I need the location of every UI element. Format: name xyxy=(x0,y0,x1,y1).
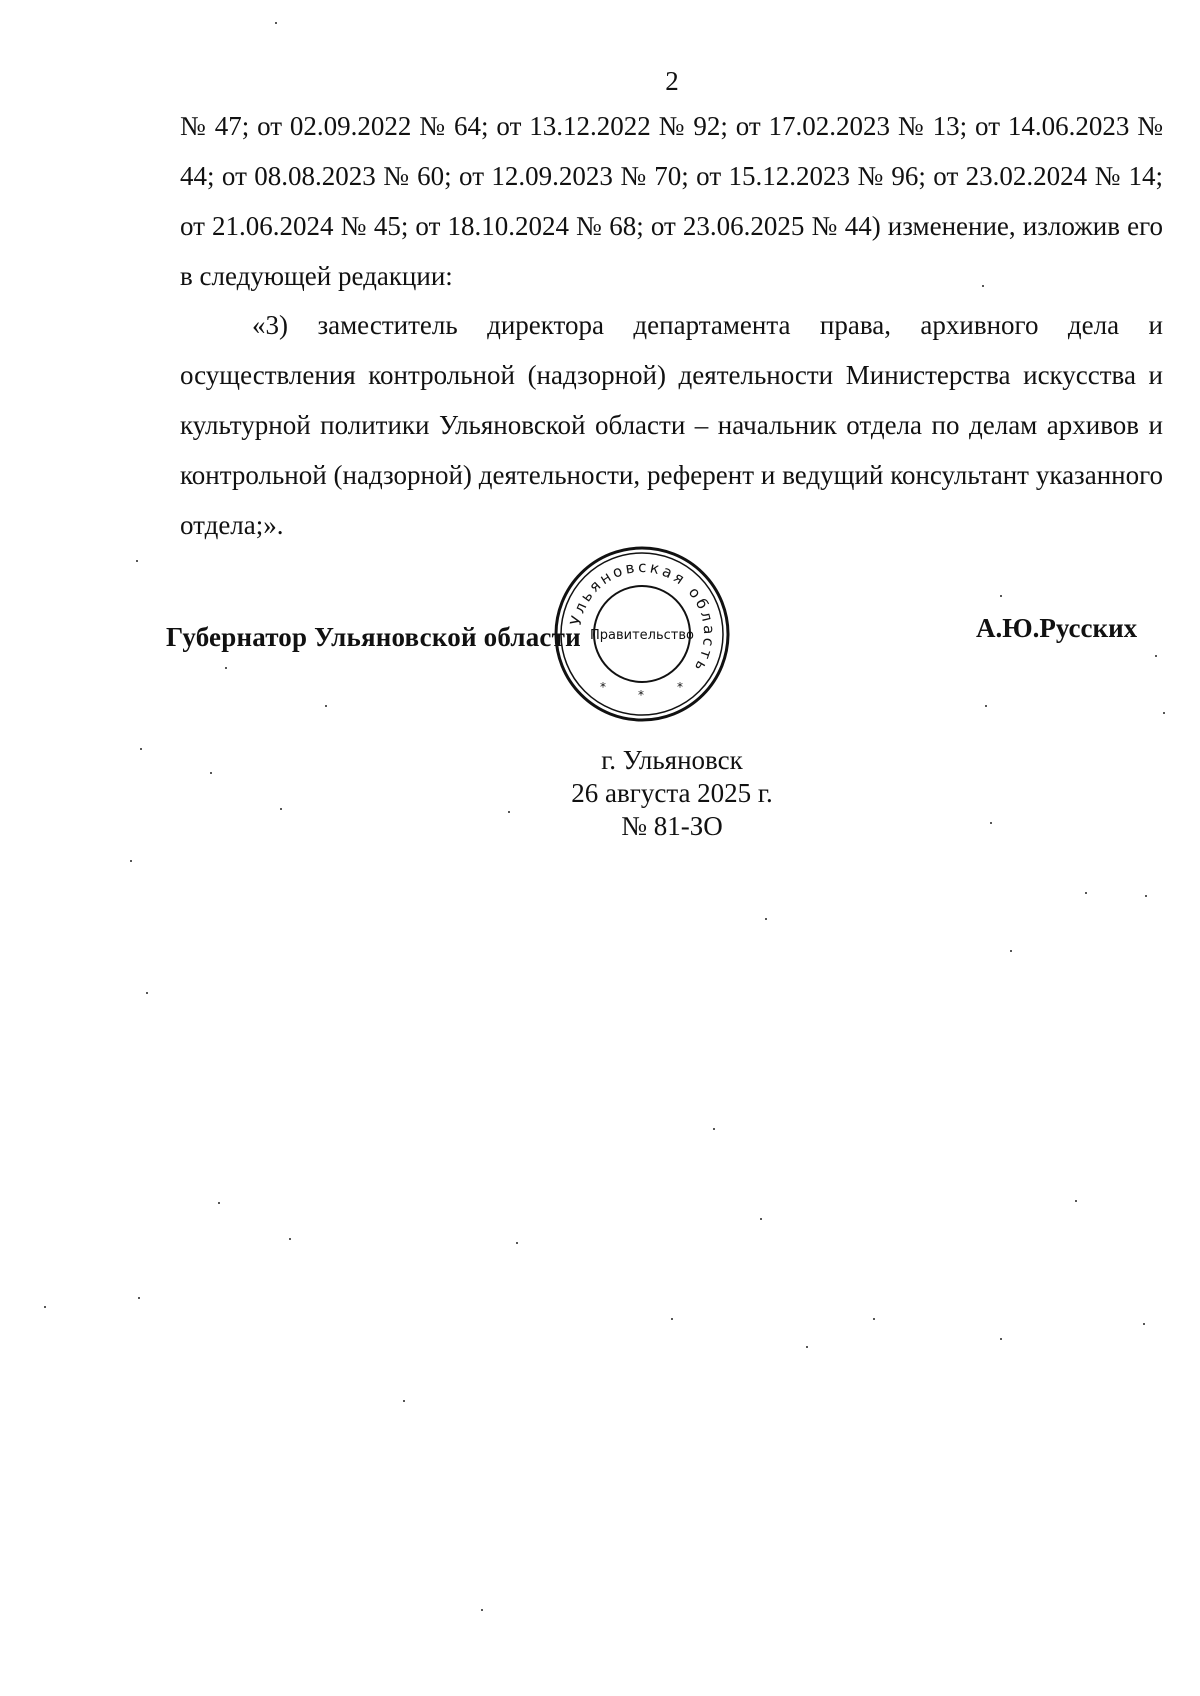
scan-speck xyxy=(210,772,212,774)
signatory-name: А.Ю.Русских xyxy=(976,613,1138,643)
paragraph-new-wording xyxy=(180,300,1163,550)
scan-speck xyxy=(146,992,148,994)
scan-speck xyxy=(985,705,987,707)
scan-speck xyxy=(289,1238,291,1240)
seal-center-text: Правительство xyxy=(590,628,694,643)
page-number: 2 xyxy=(665,66,679,96)
scan-speck xyxy=(130,860,132,862)
scan-speck xyxy=(44,1306,46,1308)
scan-speck xyxy=(671,1318,673,1320)
seal-ring-text xyxy=(567,558,719,677)
scan-speck xyxy=(136,560,138,562)
scan-speck xyxy=(1010,950,1012,952)
scan-speck xyxy=(325,705,327,707)
scan-speck xyxy=(275,22,277,24)
scan-speck xyxy=(1000,595,1002,597)
scan-speck xyxy=(508,811,510,813)
scan-speck xyxy=(403,1400,405,1402)
scan-speck xyxy=(1163,712,1165,714)
scan-speck xyxy=(1000,1338,1002,1340)
scan-speck xyxy=(1085,892,1087,894)
scan-speck xyxy=(218,1202,220,1204)
signatory-position: Губернатор Ульяновской области xyxy=(166,622,581,652)
footer-date: 26 августа 2025 г. xyxy=(571,778,773,808)
footer-city: г. Ульяновск xyxy=(601,745,743,775)
paragraph-1-text: № 47; от 02.09.2022 № 64; от 13.12.2022 № 92; от 17.02.2023 № 13; от 14.06.2023 № 44; от 08.08.2023 № 60; от 12.09.2023 № 70; от 15.12.2023 № 96; от 23.02.2024 № 14; от 21.06.2024 № 45; от 18.10.2024 № 68; от 23.06.2025 № 44) изменение, изложив его в следующей редакции: xyxy=(180,111,1163,291)
scan-speck xyxy=(1075,1200,1077,1202)
scan-speck xyxy=(1145,895,1147,897)
seal-ring-textpath: Ульяновская область xyxy=(566,557,719,677)
seal-star-right: * xyxy=(677,680,683,694)
scan-speck xyxy=(806,1346,808,1348)
seal-star-left: * xyxy=(600,680,606,694)
scan-speck xyxy=(760,1218,762,1220)
paragraph-amendment-list xyxy=(180,101,1163,301)
scan-speck xyxy=(138,1297,140,1299)
scan-speck xyxy=(225,667,227,669)
scan-speck xyxy=(982,285,984,287)
seal-star-center: * xyxy=(638,688,644,702)
scan-speck xyxy=(1143,1323,1145,1325)
scan-speck xyxy=(990,822,992,824)
scan-speck xyxy=(713,1128,715,1130)
footer-number: № 81-ЗО xyxy=(621,811,723,841)
scan-speck xyxy=(1155,655,1157,657)
scan-speck xyxy=(140,748,142,750)
scan-speck xyxy=(481,1609,483,1611)
scan-speck xyxy=(873,1318,875,1320)
scan-speck xyxy=(280,808,282,810)
scan-speck xyxy=(765,918,767,920)
scan-speck xyxy=(516,1242,518,1244)
paragraph-2-text: «3) заместитель директора департамента права, архивного дела и осуществления контрольной (надзорной) деятельности Министерства искусства и культурной политики Ульяновской области – начальник отдела по делам архивов и контрольной (надзорной) деятельности, референт и ведущий консультант указанного отдела;». xyxy=(180,310,1163,540)
document-footer xyxy=(0,744,1200,843)
